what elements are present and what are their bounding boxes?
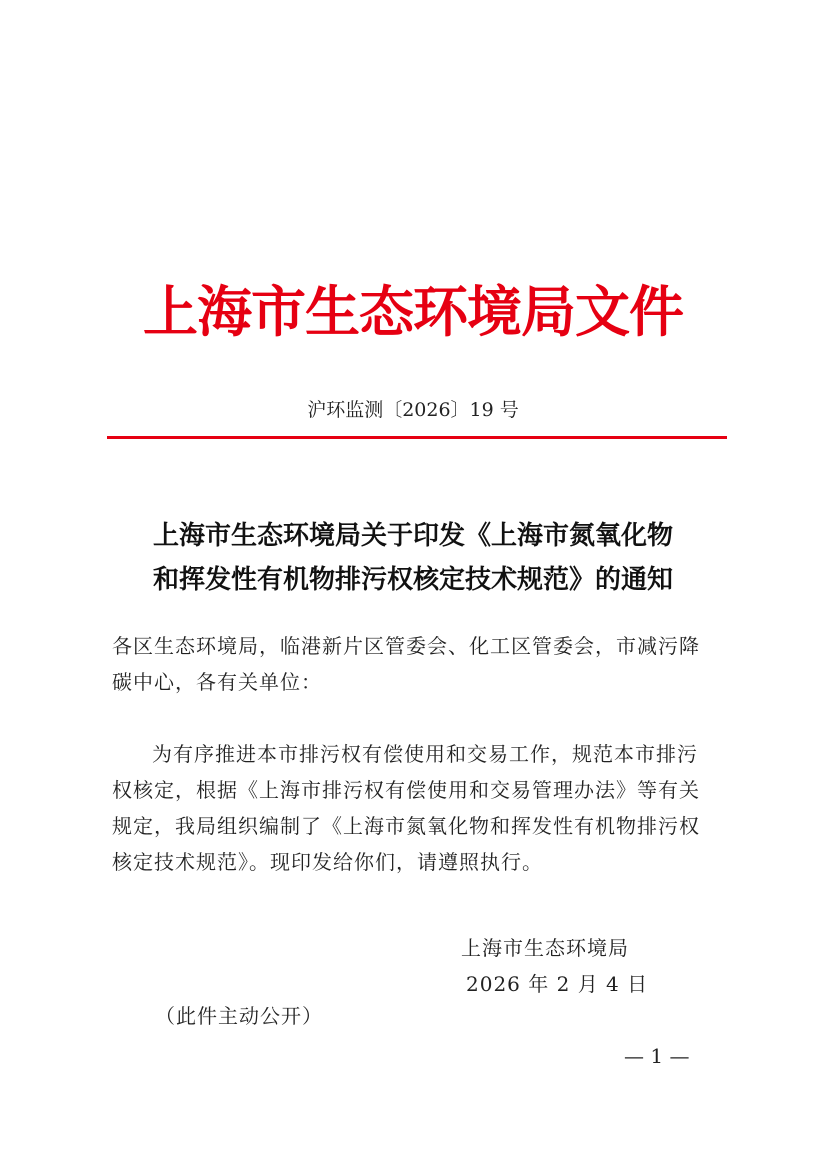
document-number: 沪环监测〔2026〕19 号 [307,399,519,421]
disclosure-note: （此件主动公开） [155,1004,323,1028]
body-line-3: 规定，我局组织编制了《上海市氮氧化物和挥发性有机物排污权 [112,814,700,838]
body-line-2: 权核定，根据《上海市排污权有偿使用和交易管理办法》等有关 [112,778,700,802]
salutation-line-1: 各区生态环境局，临港新片区管委会、化工区管委会，市减污降 [112,634,700,658]
title-line-1: 上海市生态环境局关于印发《上海市氮氧化物 [152,521,673,551]
document-title [0,514,826,602]
body-line-1: 为有序推进本市排污权有偿使用和交易工作，规范本市排污 [152,742,698,766]
salutation-line-2: 碳中心，各有关单位： [112,670,322,694]
signature-date: 2026 年 2 月 4 日 [466,972,649,996]
salutation [112,628,724,700]
body-paragraph [112,736,724,880]
body-line-4: 核定技术规范》。现印发给你们，请遵照执行。 [112,850,543,874]
title-line-2: 和挥发性有机物排污权核定技术规范》的通知 [152,565,673,595]
red-divider-line [107,436,727,439]
masthead-title: 上海市生态环境局文件 [142,280,683,344]
signature-organization: 上海市生态环境局 [461,936,629,960]
page-number: — 1 — [624,1044,690,1068]
